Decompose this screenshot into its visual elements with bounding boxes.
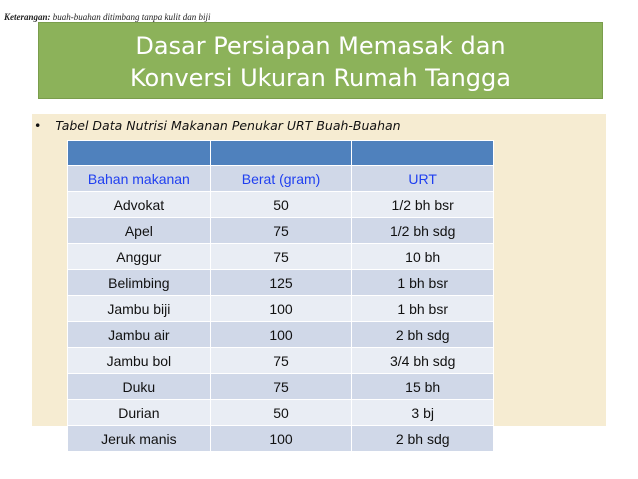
table-cell: 125 (210, 270, 352, 296)
table-row (68, 374, 494, 400)
table-row (68, 270, 494, 296)
table-cell: 75 (210, 218, 352, 244)
table-cell: Duku (68, 374, 211, 400)
table-cell: 3 bj (352, 400, 494, 426)
column-header: Berat (gram) (210, 166, 352, 192)
table-row (68, 244, 494, 270)
table-row (68, 218, 494, 244)
table-cell: 1/2 bh bsr (352, 192, 494, 218)
table-cell: Jambu air (68, 322, 211, 348)
table-cell: 50 (210, 400, 352, 426)
column-header: URT (352, 166, 494, 192)
column-header: Bahan makanan (68, 166, 211, 192)
table-column-labels (68, 166, 494, 192)
table-cell: Durian (68, 400, 211, 426)
bullet-text: Tabel Data Nutrisi Makanan Penukar URT Buah-Buahan (55, 118, 401, 133)
note-text (4, 12, 211, 22)
table-cell: 75 (210, 348, 352, 374)
table-cell: 1/2 bh sdg (352, 218, 494, 244)
bullet-item (34, 118, 401, 133)
note-label: Keterangan: (4, 12, 51, 22)
table-cell: Jeruk manis (68, 426, 211, 452)
table-cell: 75 (210, 244, 352, 270)
table-cell: 15 bh (352, 374, 494, 400)
nutrition-table (67, 140, 494, 452)
table-cell: Advokat (68, 192, 211, 218)
table-cell: Jambu biji (68, 296, 211, 322)
title-line-2: Konversi Ukuran Rumah Tangga (130, 64, 511, 92)
table-row (68, 192, 494, 218)
table-cell: Apel (68, 218, 211, 244)
table-row (68, 322, 494, 348)
table-cell: 2 bh sdg (352, 426, 494, 452)
table-cell: 1 bh bsr (352, 296, 494, 322)
table-row (68, 296, 494, 322)
table-row (68, 400, 494, 426)
table-cell: Jambu bol (68, 348, 211, 374)
title-line-1: Dasar Persiapan Memasak dan (135, 32, 506, 60)
table-cell: 100 (210, 322, 352, 348)
table-cell: 1 bh bsr (352, 270, 494, 296)
table-row (68, 426, 494, 452)
bullet-symbol: • (34, 118, 42, 133)
title-box (38, 22, 603, 99)
table-cell: Anggur (68, 244, 211, 270)
table-cell: 2 bh sdg (352, 322, 494, 348)
table-cell: 75 (210, 374, 352, 400)
table-header-bar (68, 141, 494, 166)
table-cell: 100 (210, 426, 352, 452)
table-cell: 100 (210, 296, 352, 322)
table-cell: 50 (210, 192, 352, 218)
table-cell: Belimbing (68, 270, 211, 296)
table-cell: 3/4 bh sdg (352, 348, 494, 374)
note-body: buah-buahan ditimbang tanpa kulit dan biji (52, 12, 211, 22)
table-cell: 10 bh (352, 244, 494, 270)
table-row (68, 348, 494, 374)
